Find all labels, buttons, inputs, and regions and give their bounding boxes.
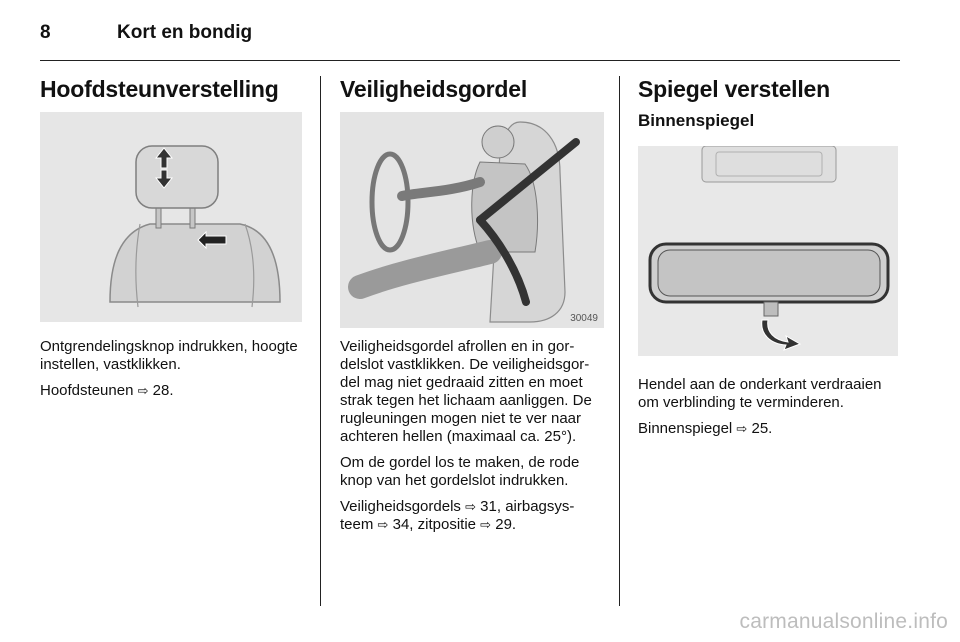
mirror-text xyxy=(638,376,902,446)
subheading: Binnenspiegel xyxy=(638,111,755,130)
mirror-image xyxy=(638,146,898,356)
seatbelt-image xyxy=(340,112,604,328)
seatbelt-text xyxy=(340,338,608,542)
watermark: carmanualsonline.info xyxy=(739,610,948,633)
headrest-image xyxy=(40,112,302,322)
section-heading: Hoofdsteunverstelling xyxy=(40,76,279,102)
column-seatbelt xyxy=(340,74,610,104)
ref-arrow-icon: ⇨ xyxy=(465,499,476,514)
cross-reference: Veiligheidsgordels ⇨ 31, airbagsys- teem ⇨ 34, zitpositie ⇨ 29. xyxy=(340,498,575,533)
section-heading: Spiegel verstellen xyxy=(638,76,830,102)
paragraph: Veiligheidsgordel afrollen en in gor-delslot vastklikken. De veiligheidsgor-del mag niet gedraaid zitten en moet strak tegen het lichaam aanliggen. De rugleuningen mogen niet te ver naar achteren hellen (maximaal ca. 25°). xyxy=(340,338,592,445)
column-mirror xyxy=(638,74,900,132)
paragraph: Ontgrendelingsknop indrukken, hoogte instellen, vastklikken. xyxy=(40,338,298,373)
paragraph: Hendel aan de onderkant verdraaien om verblinding te verminderen. xyxy=(638,376,882,411)
header-rule xyxy=(40,60,900,61)
ref-arrow-icon: ⇨ xyxy=(137,383,149,398)
column-headrest xyxy=(40,74,310,104)
figure-code: 30049 xyxy=(570,313,598,324)
ref-arrow-icon: ⇨ xyxy=(480,517,492,532)
cross-reference: Binnenspiegel ⇨ 25. xyxy=(638,420,773,437)
ref-arrow-icon: ⇨ xyxy=(377,517,389,532)
ref-arrow-icon: ⇨ xyxy=(736,421,748,436)
mirror-illustration xyxy=(638,146,898,356)
cross-reference: Hoofdsteunen ⇨ 28. xyxy=(40,382,174,399)
column-divider xyxy=(619,76,620,606)
column-divider xyxy=(320,76,321,606)
paragraph: Om de gordel los te maken, de rode knop van het gordelslot indrukken. xyxy=(340,454,580,489)
page-header xyxy=(40,22,900,62)
page-title: Kort en bondig xyxy=(117,22,253,43)
page-number: 8 xyxy=(40,22,51,43)
headrest-text xyxy=(40,338,302,408)
section-heading: Veiligheidsgordel xyxy=(340,76,528,102)
seatbelt-illustration xyxy=(340,112,604,328)
headrest-illustration xyxy=(40,112,302,322)
